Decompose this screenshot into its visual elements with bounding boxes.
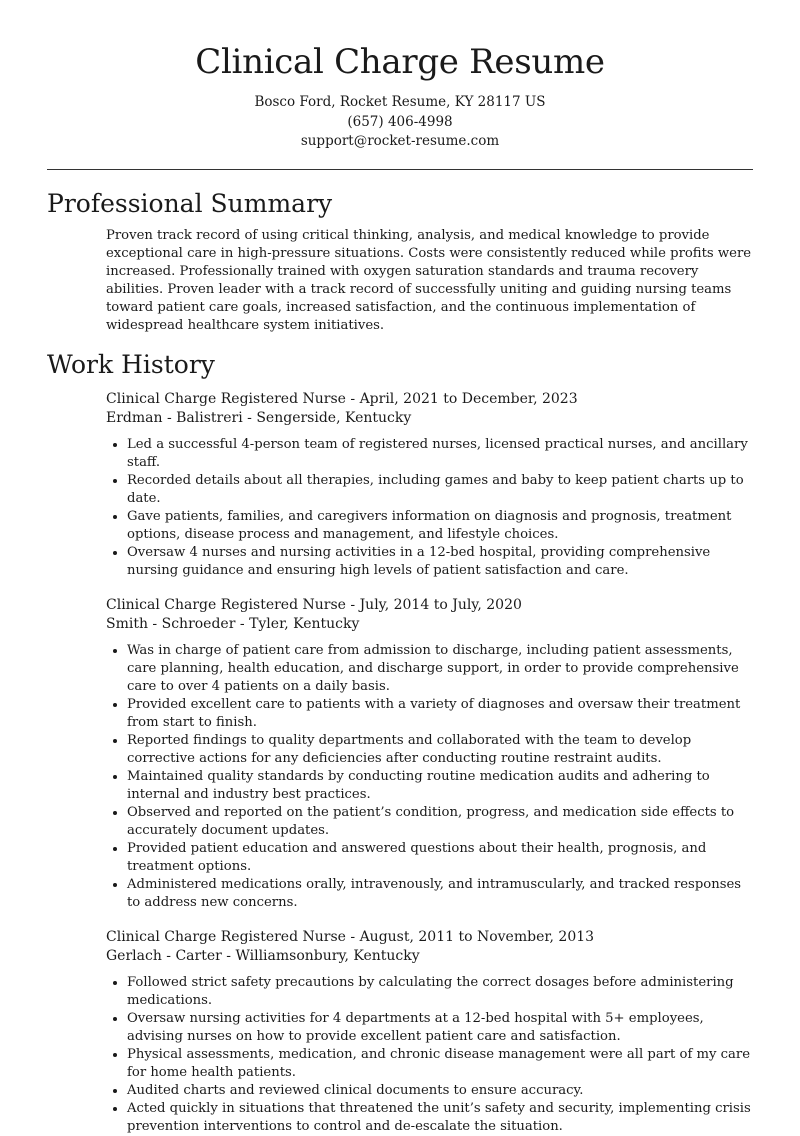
job-role: Clinical Charge Registered Nurse [106,596,346,613]
job-bullet: • Observed and reported on the patient’s condition, progress, and medication side effects to accurately document updates. [127,804,753,840]
job-bullet-list [106,642,753,912]
resume-header [0,0,800,152]
job-bullet: • Audited charts and reviewed clinical documents to ensure accuracy. [127,1082,753,1100]
job-company: Erdman - Balistreri [106,409,243,426]
job-dates: April, 2021 to December, 2023 [359,390,578,407]
job-bullet: • Administered medications orally, intravenously, and intramuscularly, and tracked responses to address new concerns. [127,876,753,912]
work-history-heading: Work History [47,349,215,379]
contact-email: support@rocket-resume.com [300,133,500,149]
summary-text: Proven track record of using critical thinking, analysis, and medical knowledge to provide exceptional care in high-pressure situations. Costs were consistently reduced while profits were increased. Professionally trained with oxygen saturation standards and trauma recovery abilities. Proven leader with a track record of successfully uniting and guiding nursing teams toward patient care goals, increased satisfaction, and the continuous implementation of widespread healthcare system initiatives. [106,227,752,333]
job-dates: August, 2011 to November, 2013 [359,928,595,945]
job-bullet: • Gave patients, families, and caregivers information on diagnosis and prognosis, treatment options, disease process and management, and lifestyle choices. [127,508,753,544]
job-title-line [106,596,753,615]
job-title-line [106,928,753,947]
job-bullet: • Physical assessments, medication, and chronic disease management were all part of my care for home health patients. [127,1046,753,1082]
job-role: Clinical Charge Registered Nurse [106,390,346,407]
job-bullet: • Provided patient education and answered questions about their health, prognosis, and treatment options. [127,840,753,876]
work-history-list [0,390,800,1136]
job-bullet: • Recorded details about all therapies, including games and baby to keep patient charts up to date. [127,472,753,508]
job-bullet: • Oversaw nursing activities for 4 departments at a 12-bed hospital with 5+ employees, advising nurses on how to provide excellent patient care and satisfaction. [127,1010,753,1046]
job-bullet: • Was in charge of patient care from admission to discharge, including patient assessments, care planning, health education, and discharge support, in order to provide comprehensive care to over 4 patients on a daily basis. [127,642,753,696]
separator: - [242,409,257,426]
job-location: Tyler, Kentucky [249,615,360,632]
job-location: Sengerside, Kentucky [256,409,412,426]
summary-heading: Professional Summary [47,188,333,218]
job-entry [106,596,753,912]
job-bullet: • Reported findings to quality departments and collaborated with the team to develop corrective actions for any deficiencies after conducting routine restraint audits. [127,732,753,768]
job-company: Gerlach - Carter [106,947,222,964]
job-bullet: • Oversaw 4 nurses and nursing activities in a 12-bed hospital, providing comprehensive nursing guidance and ensuring high levels of patient satisfaction and care. [127,544,753,580]
contact-block [0,93,800,152]
job-bullet-list [106,974,753,1136]
job-entry [106,928,753,1136]
job-location: Williamsonbury, Kentucky [235,947,420,964]
contact-phone: (657) 406-4998 [347,113,453,130]
separator: - [221,947,236,964]
job-bullet: • Maintained quality standards by conducting routine medication audits and adhering to internal and industry best practices. [127,768,753,804]
separator: - [345,928,360,945]
job-bullet: • Led a successful 4-person team of registered nurses, licensed practical nurses, and ancillary staff. [127,436,753,472]
job-bullet: • Acted quickly in situations that threatened the unit’s safety and security, implementing crisis prevention interventions to control and de-escalate the situation. [127,1100,753,1136]
job-company-line [106,947,753,966]
separator: - [345,390,360,407]
separator: - [235,615,250,632]
job-bullet-list [106,436,753,580]
job-bullet: • Followed strict safety precautions by calculating the correct dosages before administering medications. [127,974,753,1010]
job-role: Clinical Charge Registered Nurse [106,928,346,945]
job-title-line [106,390,753,409]
job-company-line [106,409,753,428]
job-entry [106,390,753,580]
header-divider [47,169,753,170]
job-company-line [106,615,753,634]
separator: - [345,596,360,613]
job-dates: July, 2014 to July, 2020 [359,596,522,613]
job-company: Smith - Schroeder [106,615,236,632]
contact-address: Bosco Ford, Rocket Resume, KY 28117 US [254,94,546,110]
resume-title: Clinical Charge Resume [195,42,605,82]
job-bullet: • Provided excellent care to patients with a variety of diagnoses and oversaw their treatment from start to finish. [127,696,753,732]
